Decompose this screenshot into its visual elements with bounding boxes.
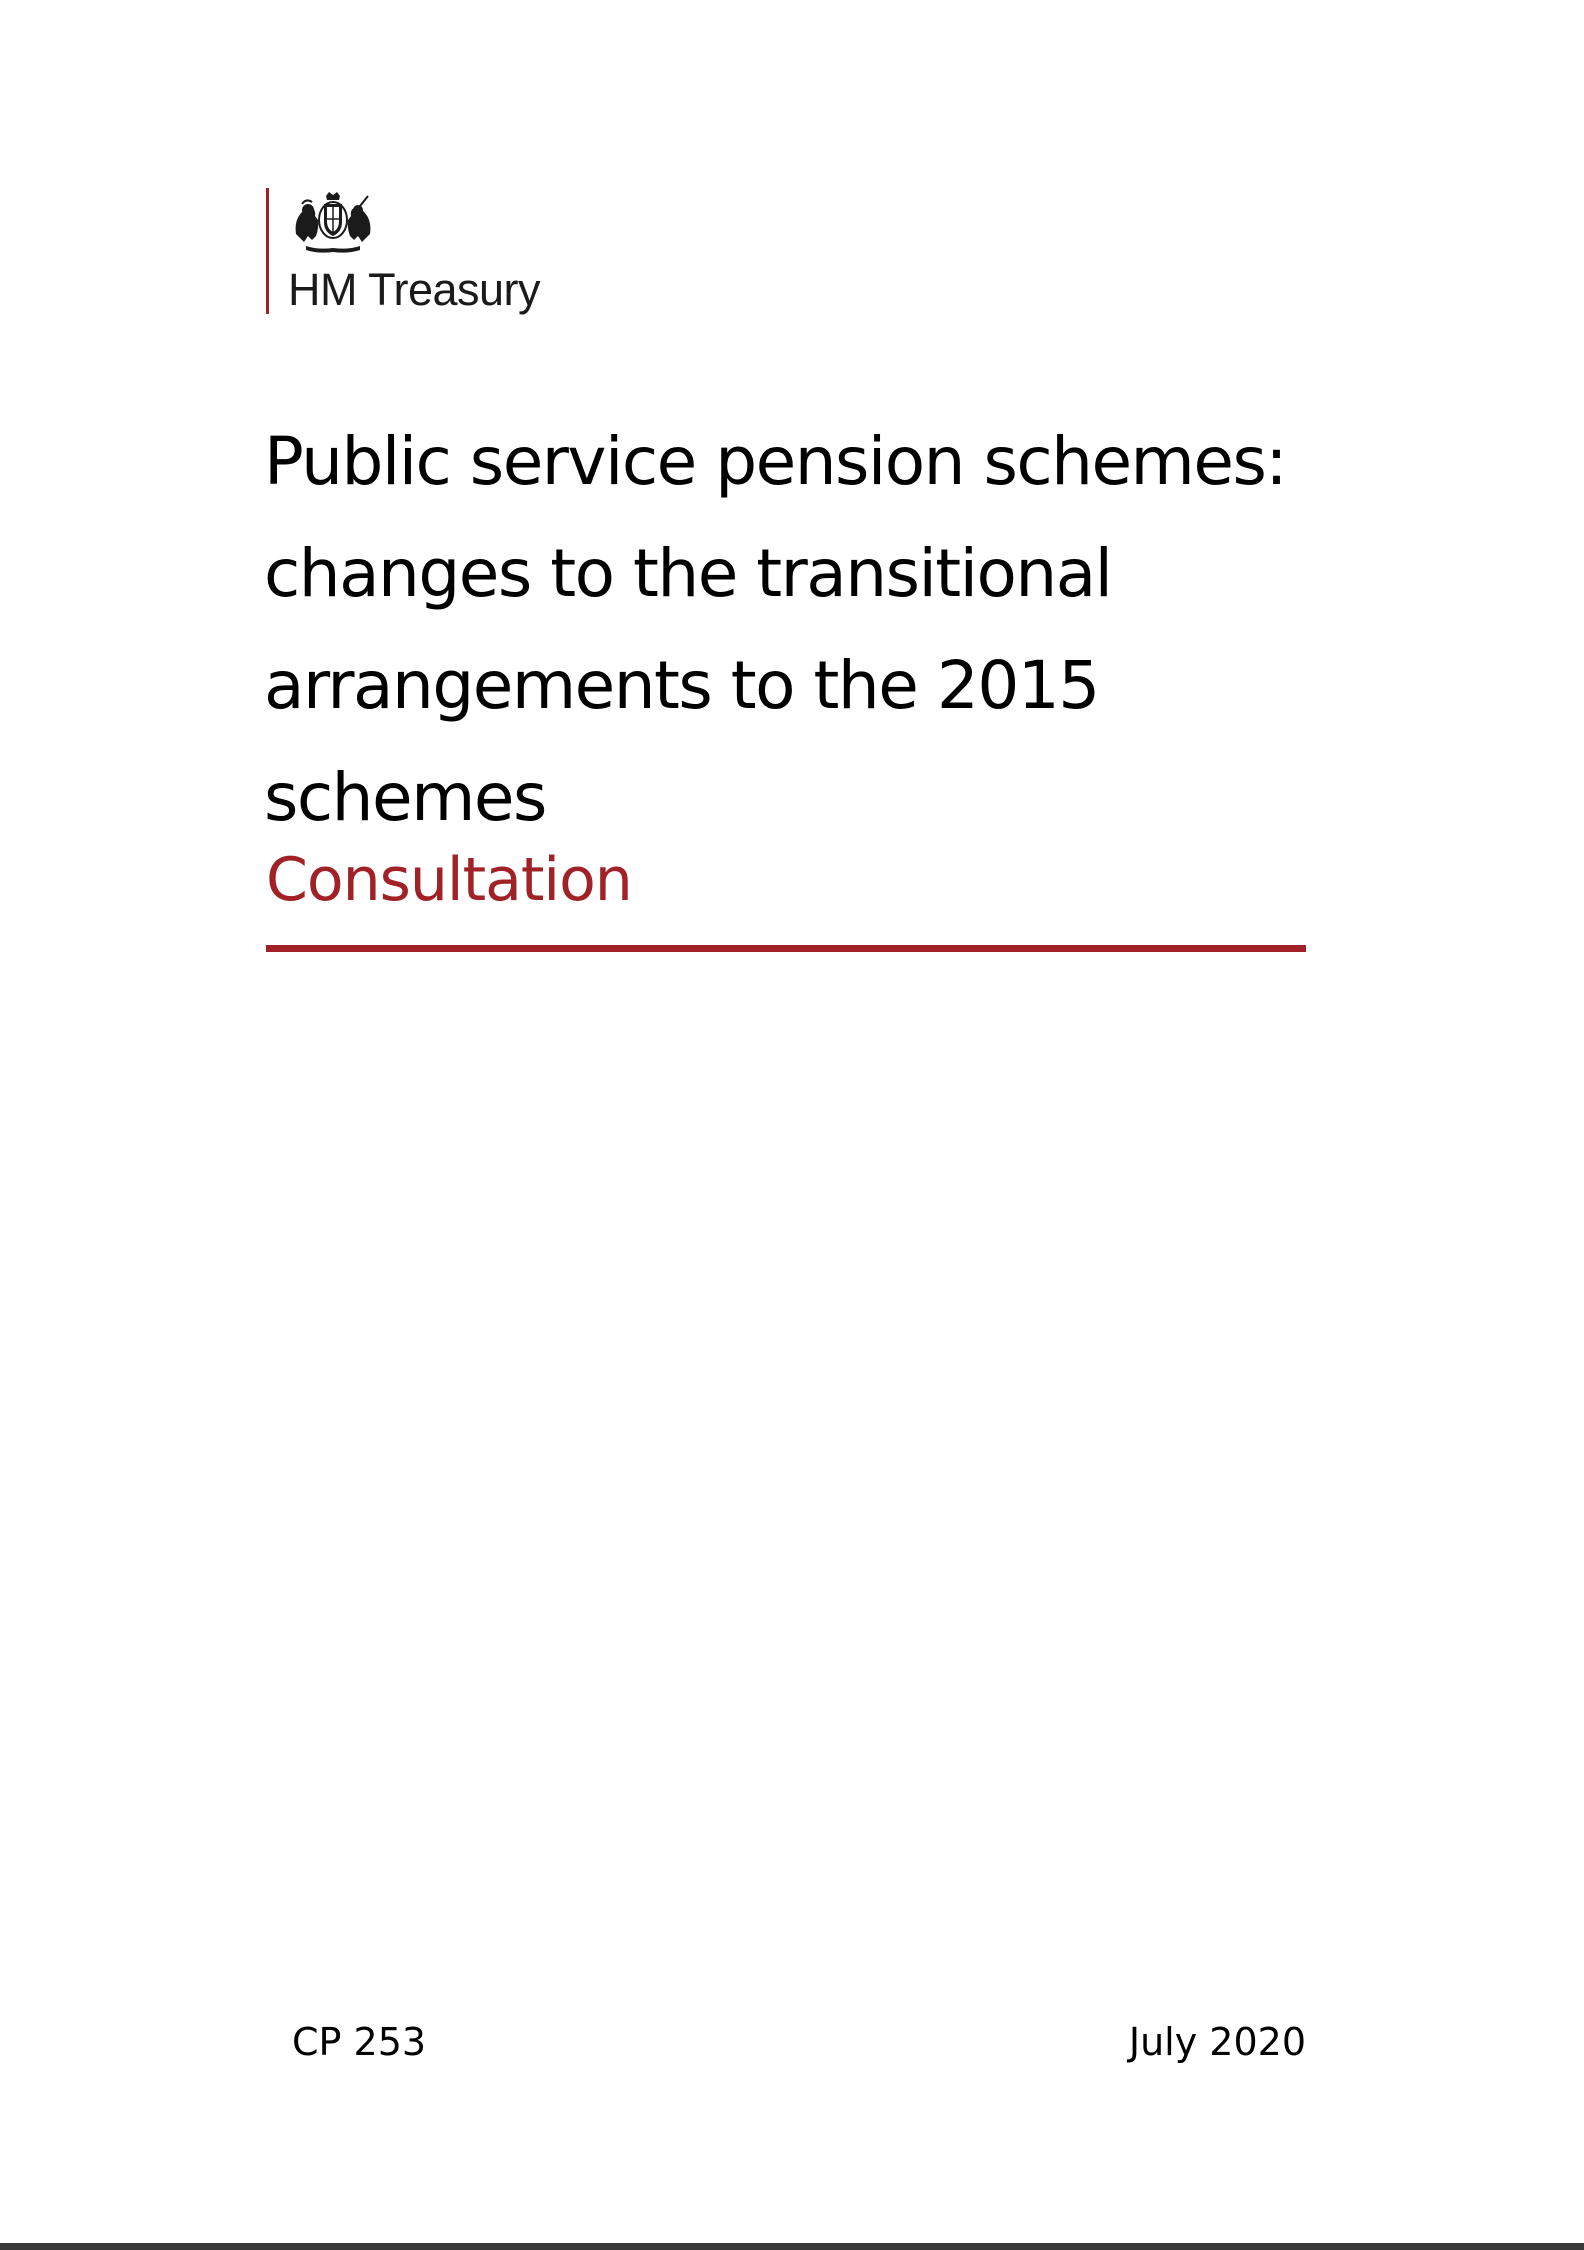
logo-divider	[266, 188, 269, 314]
document-subtitle: Consultation	[266, 845, 632, 915]
title-line: Public service pension schemes:	[264, 423, 1287, 500]
royal-coat-of-arms-icon	[288, 190, 378, 254]
title-line: arrangements to the 2015	[264, 647, 1099, 724]
hm-treasury-logo	[266, 188, 541, 315]
page-bottom-border	[0, 2243, 1584, 2250]
publication-date: July 2020	[1128, 2020, 1306, 2064]
command-paper-reference: CP 253	[292, 2020, 427, 2064]
title-line: changes to the transitional	[264, 535, 1112, 612]
title-underline	[266, 945, 1306, 952]
document-title	[264, 406, 1314, 854]
title-line: schemes	[264, 759, 546, 836]
organisation-name: HM Treasury	[288, 264, 541, 315]
